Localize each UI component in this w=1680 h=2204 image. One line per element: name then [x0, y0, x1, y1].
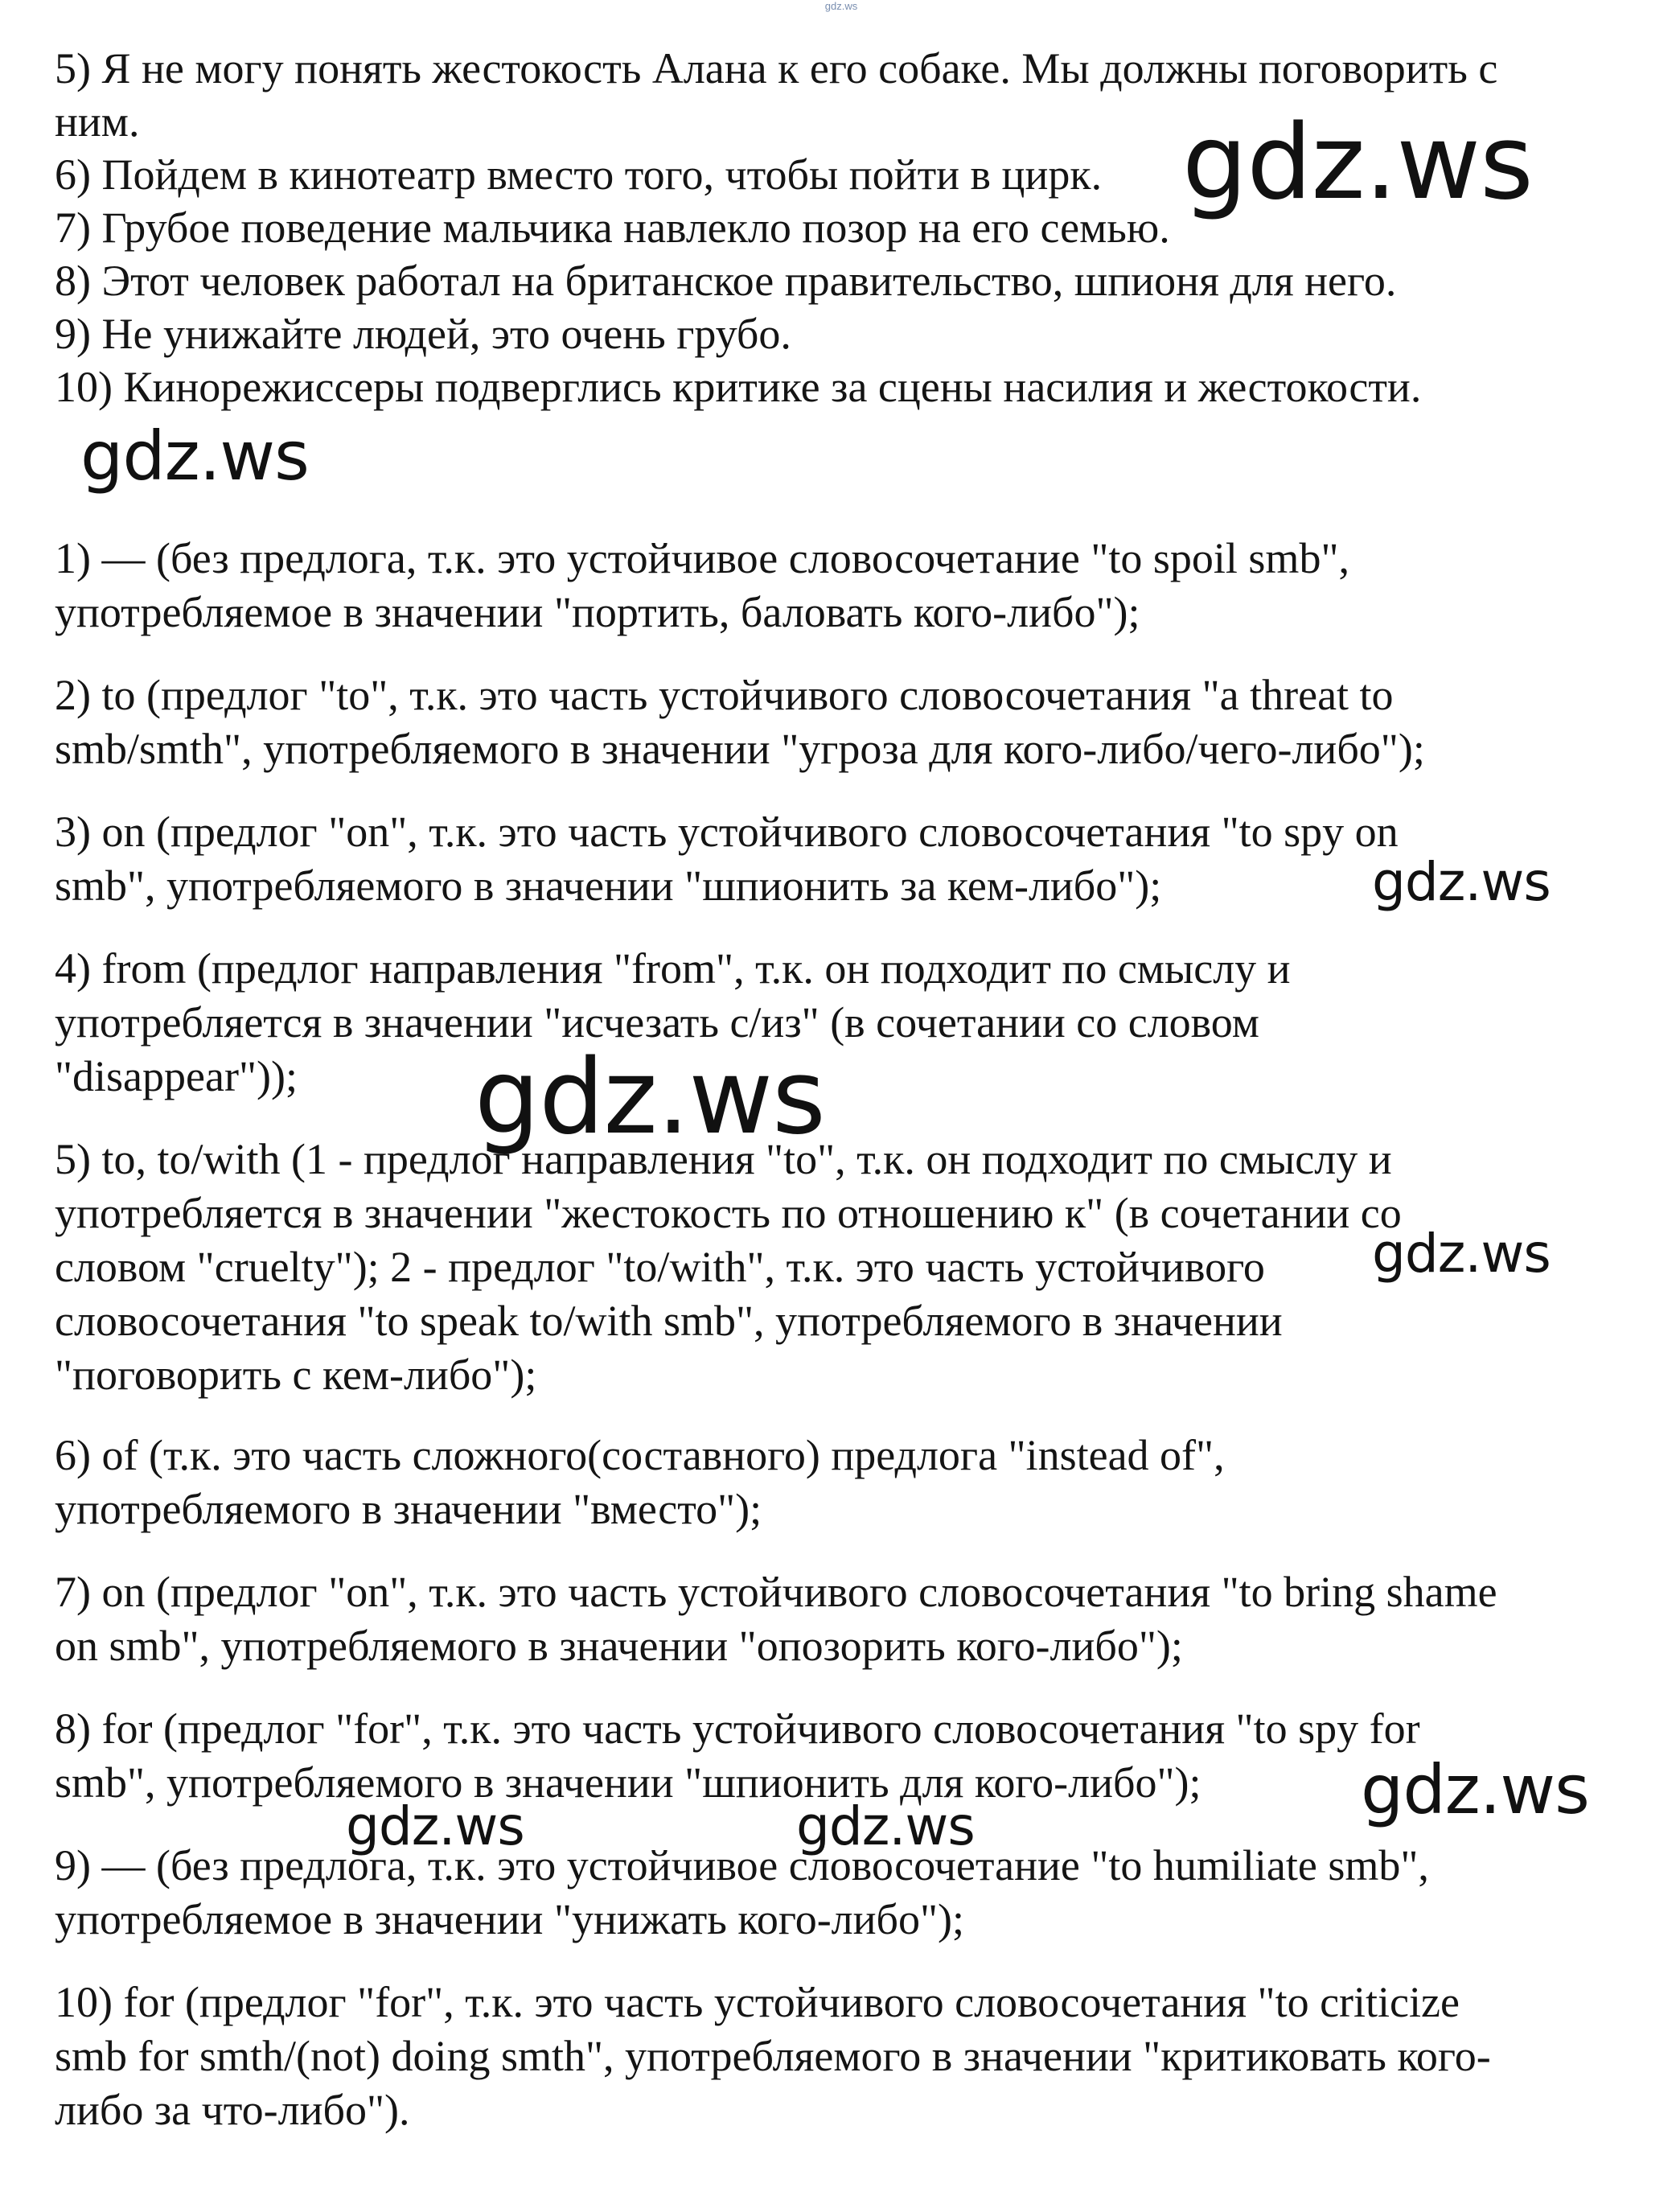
- translation-line: ним.: [55, 97, 140, 146]
- header-mark: gdz.ws: [824, 0, 858, 12]
- answer-paragraph: 6) of (т.к. это часть сложного(составного) предлога "instead of", употребляемого в значении "вместо");: [55, 1431, 1225, 1533]
- translation-line: 8) Этот человек работал на британское правительство, шпионя для него.: [55, 257, 1397, 305]
- watermark: gdz.ws: [346, 1795, 524, 1857]
- translation-line: 10) Кинорежиссеры подверглись критике за сцены насилия и жестокости.: [55, 363, 1422, 411]
- answer-paragraph: 8) for (предлог "for", т.к. это часть устойчивого словосочетания "to spy for smb", употребляемого в значении "шпионить для кого-либо");: [55, 1704, 1420, 1807]
- watermark: gdz.ws: [1372, 851, 1551, 913]
- answer-paragraph: 3) on (предлог "on", т.к. это часть устойчивого словосочетания "to spy on smb", употребляемого в значении "шпионить за кем-либо");: [55, 808, 1399, 910]
- answer-paragraph: 9) — (без предлога, т.к. это устойчивое словосочетание "to humiliate smb", употребляемое в значении "унижать кого-либо");: [55, 1841, 1429, 1943]
- answer-paragraph: 10) for (предлог "for", т.к. это часть устойчивого словосочетания "to criticize smb for smth/(not) doing smth", употребляемого в значении "критиковать кого- либо за что-либо").: [55, 1978, 1491, 2134]
- watermark: gdz.ws: [1182, 103, 1533, 223]
- answer-paragraph: 5) to, to/with (1 - предлог направления "to", т.к. он подходит по смыслу и употребляется в значении "жестокость по отношению к" (в сочетании со словом "cruelty"); 2 - предлог "to/with", т.к. это часть устойчивого словосочетания "to speak to/with smb", употребляемого в значении "поговорить с кем-либо");: [55, 1135, 1402, 1399]
- watermark: gdz.ws: [474, 1038, 825, 1158]
- translation-line: 5) Я не могу понять жестокость Алана к его собаке. Мы должны поговорить с: [55, 44, 1498, 93]
- translation-line: 9) Не унижайте людей, это очень грубо.: [55, 310, 791, 358]
- translation-line: 6) Пойдем в кинотеатр вместо того, чтобы пойти в цирк.: [55, 150, 1103, 199]
- translation-line: 7) Грубое поведение мальчика навлекло позор на его семью.: [55, 204, 1170, 252]
- answer-paragraph: 7) on (предлог "on", т.к. это часть устойчивого словосочетания "to bring shame on smb", употребляемого в значении "опозорить кого-либо");: [55, 1568, 1497, 1670]
- answer-paragraph: 2) to (предлог "to", т.к. это часть устойчивого словосочетания "a threat to smb/smth", употребляемого в значении "угроза для кого-либо/чего-либо");: [55, 671, 1425, 773]
- answer-paragraph: 4) from (предлог направления "from", т.к. он подходит по смыслу и употребляется в значении "исчезать с/из" (в сочетании со словом "disappear"));: [55, 944, 1291, 1100]
- watermark: gdz.ws: [80, 417, 309, 495]
- answer-paragraph: 1) — (без предлога, т.к. это устойчивое словосочетание "to spoil smb", употребляемое в значении "портить, баловать кого-либо");: [55, 534, 1349, 636]
- watermark: gdz.ws: [1361, 1750, 1589, 1829]
- watermark: gdz.ws: [796, 1795, 975, 1857]
- watermark: gdz.ws: [1372, 1223, 1551, 1285]
